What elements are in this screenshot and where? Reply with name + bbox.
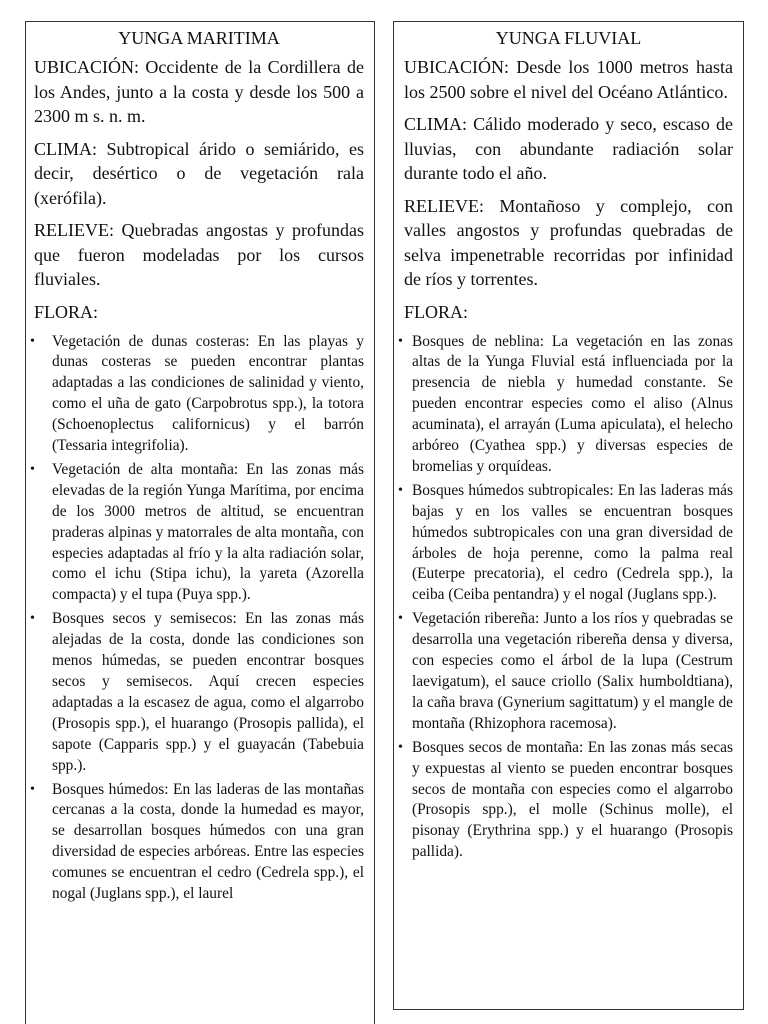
- flora-heading: FLORA:: [404, 301, 469, 322]
- flora-item: [30, 609, 364, 776]
- flora-list: [398, 332, 733, 864]
- flora-item: [30, 460, 364, 606]
- flora-heading: FLORA:: [34, 301, 99, 322]
- bullet-icon: •: [30, 611, 35, 627]
- panel-title: YUNGA MARITIMA: [118, 28, 280, 48]
- yunga-maritima-panel: [25, 21, 375, 1024]
- flora-item-text: Bosques secos de montaña: En las zonas más secas y expuestas al viento se pueden encontrar bosques secos de montaña con especies como el algarrobo (Prosopis spp.), el molle (Schinus molle), el pisonay (Erythrina spp.) y el huarango (Prosopis pallida).: [412, 738, 733, 861]
- relieve-text: RELIEVE: Quebradas angostas y profundas que fueron modeladas por los cursos fluviales.: [34, 220, 364, 289]
- ubicacion-text: UBICACIÓN: Desde los 1000 metros hasta los 2500 sobre el nivel del Océano Atlántico.: [404, 57, 733, 102]
- bullet-icon: •: [30, 333, 35, 349]
- flora-item: [30, 780, 364, 905]
- panel-title: YUNGA FLUVIAL: [495, 28, 642, 48]
- bullet-icon: •: [30, 781, 35, 797]
- flora-item-text: Vegetación de dunas costeras: En las playas y dunas costeras se pueden encontrar plantas adaptadas a las condiciones de salinidad y viento, como el uña de gato (Carpobrotus spp.), la totora (Schoenoplectus californicus) y el barrón (Tessaria integrifolia).: [52, 332, 364, 455]
- bullet-icon: •: [30, 461, 35, 477]
- flora-item-text: Bosques húmedos: En las laderas de las montañas cercanas a la costa, donde la humedad es mayor, se desarrollan bosques húmedos con una gran diversidad de especies arbóreas. Entre las especies comunes se encuentran el cedro (Cedrela spp.), el nogal (Juglans spp.), el laurel: [52, 780, 364, 903]
- flora-item: [30, 332, 364, 457]
- flora-item: [396, 738, 733, 863]
- flora-item-text: Bosques de neblina: La vegetación en las zonas altas de la Yunga Fluvial está influenciada por la presencia de niebla y humedad constante. Se pueden encontrar especies como el aliso (Alnus acuminata), el arrayán (Luma apiculata), el helecho arbóreo (Cyathea spp.) y diversas especies de bromelias y orquídeas.: [412, 332, 733, 475]
- ubicacion-text: UBICACIÓN: Occidente de la Cordillera de los Andes, junto a la costa y desde los 500 a 2300 m s. n. m.: [34, 57, 364, 126]
- flora-item-text: Vegetación de alta montaña: En las zonas más elevadas de la región Yunga Marítima, por encima de los 3000 metros de altitud, se encuentran praderas alpinas y matorrales de alta montaña, con especies adaptadas al frío y la alta radiación solar, como el ichu (Stipa ichu), la yareta (Azorella compacta) y el tupa (Puya spp.).: [52, 460, 364, 604]
- flora-item: [396, 481, 733, 606]
- yunga-fluvial-panel: [393, 21, 744, 1010]
- flora-item: [396, 609, 733, 734]
- flora-item-text: Bosques húmedos subtropicales: En las laderas más bajas y en los valles se encuentran bosques húmedos subtropicales con una gran diversidad de árboles de hoja perenne, como la palma real (Euterpe precatoria), el cedro (Cedrela spp.), la ceiba (Ceiba pentandra) y el nogal (Juglans spp.).: [412, 481, 733, 604]
- bullet-icon: •: [398, 482, 403, 498]
- bullet-icon: •: [398, 333, 403, 349]
- flora-item: [396, 332, 733, 478]
- bullet-icon: •: [398, 739, 403, 755]
- flora-item-text: Vegetación ribereña: Junto a los ríos y quebradas se desarrolla una vegetación ribereña densa y diversa, con especies como el árbol de la lupa (Cestrum laevigatum), el sauce criollo (Salix humboldtiana), la caña brava (Gynerium sagittatum) y el mangle de montaña (Rhizophora racemosa).: [412, 610, 733, 732]
- clima-text: CLIMA: Subtropical árido o semiárido, es decir, desértico o de vegetación rala (xerófila).: [34, 138, 364, 208]
- clima-text: CLIMA: Cálido moderado y seco, escaso de lluvias, con abundante radiación solar durante todo el año.: [404, 114, 733, 183]
- flora-item-text: Bosques secos y semisecos: En las zonas más alejadas de la costa, donde las condiciones son menos húmedas, se pueden encontrar bosques secos y semisecos. Aquí crecen especies adaptadas a la escasez de agua, como el algarrobo (Prosopis spp.), el huarango (Prosopis pallida), el sapote (Capparis spp.) y el guayacán (Tabebuia spp.).: [52, 610, 364, 774]
- bullet-icon: •: [398, 611, 403, 627]
- flora-list: [30, 332, 364, 905]
- relieve-text: RELIEVE: Montañoso y complejo, con valles angostos y profundas quebradas de selva impenetrable recorridas por infinidad de ríos y torrentes.: [404, 195, 733, 289]
